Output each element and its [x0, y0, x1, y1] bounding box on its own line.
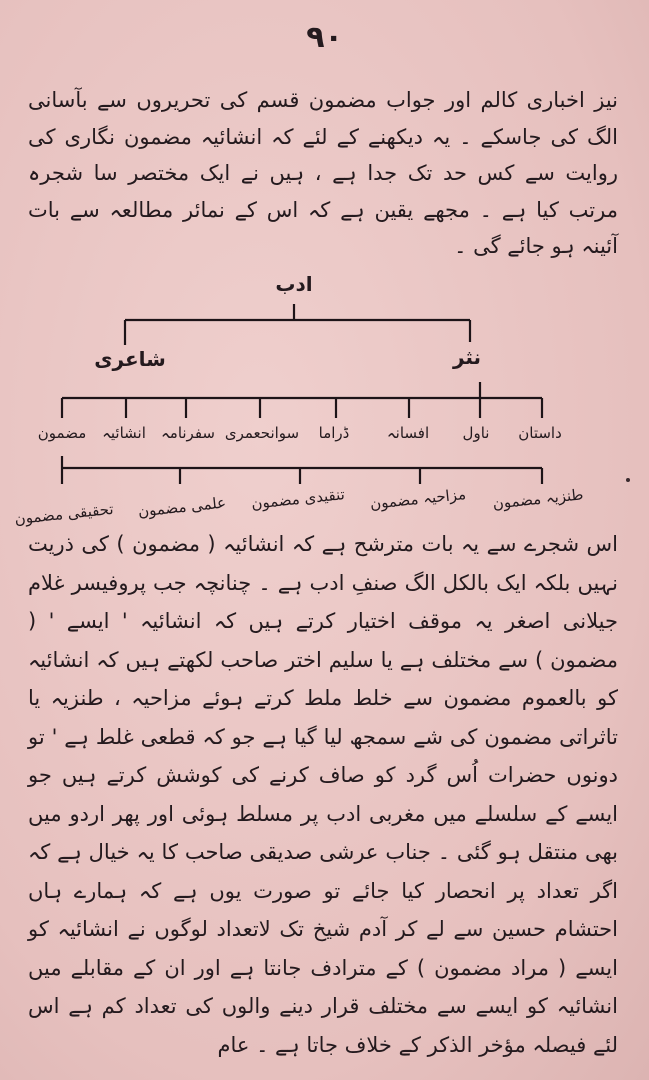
tree-root-adab: ادب: [275, 272, 313, 296]
genre-drama: ڈراما: [318, 424, 350, 442]
tree-node-poetry: شاعری: [94, 347, 166, 371]
genre-travelogue: سفرنامہ: [160, 424, 216, 442]
genre-afsana: افسانہ: [386, 424, 430, 442]
genre-biography: سوانحعمری: [224, 424, 300, 442]
page-speck: [626, 478, 630, 482]
page-number: ۹۰: [306, 20, 343, 55]
essay-type-critical: تنقیدی مضمون: [250, 485, 346, 513]
essay-type-humorous: مزاحیہ مضمون: [369, 485, 467, 513]
essay-type-research: تحقیقی مضمون: [13, 499, 115, 529]
genre-novel: ناول: [462, 424, 490, 442]
paragraph-2: اس شجرے سے یہ بات مترشح ہے کہ انشائیہ ( مضمون ) کی ذریت نہیں بلکہ ایک بالکل الگ صنفِ ادب ہے ۔ چنانچہ جب پروفیسر غلام جیلانی اصغر یہ موقف اختیار کرتے ہیں کہ انشائیہ ' ایسے ' ( مضمون ) سے مختلف ہے یا سلیم اختر صاحب لکھتے ہیں کہ انشائیہ کو بالعموم مضمون سے خلط ملط کرتے ہوئے مزاحیہ ، طنزیہ یا تاثراتی مضمون کی شے سمجھ لیا گیا ہے جو کہ قطعی غلط ہے ' تو دونوں حضرات اُس گرد کو صاف کرنے کی کوشش کرتے ہیں جو ایسے کے سلسلے میں مغربی ادب پر مسلط ہوئی اور پھر اردو میں بھی منتقل ہو گئی ۔ جناب عرشی صدیقی صاحب کا یہ خیال ہے کہ اگر تعداد پر انحصار کیا جائے تو صورت یوں ہے کہ ہمارے ہاں احتشام حسین سے لے کر آدم شیخ تک لاتعداد لوگوں نے انشائیہ کو ایسے ( مراد مضمون ) کے مترادف جانتا ہے اور ان کے مقابلے میں انشائیہ کو ایسے سے مختلف قرار دینے والوں کی تعداد کم ہے اس لئے فیصلہ مؤخر الذکر کے خلاف جاتا ہے ۔ عام: [28, 532, 618, 1057]
genre-essay: مضمون: [37, 424, 87, 442]
essay-type-academic: علمی مضمون: [137, 493, 227, 521]
essay-type-satirical: طنزیہ مضمون: [491, 485, 585, 513]
genre-inshaiya: انشائیہ: [102, 424, 146, 442]
paragraph-1: نیز اخباری کالم اور جواب مضمون قسم کی تحریروں سے بآسانی الگ کی جاسکے ۔ یہ دیکھنے کے لئے کہ انشائیہ مضمون نگاری کی روایت سے کس حد تک جدا ہے ، ہیں نے ایک مختصر سا شجرہ مرتب کیا ہے ۔ مجھے یقین ہے کہ اس کے نمائر مطالعہ سے بات آئینہ ہو جائے گی ۔: [28, 88, 618, 259]
tree-node-prose: نثر: [452, 345, 482, 369]
genre-dastan: داستان: [518, 424, 562, 442]
